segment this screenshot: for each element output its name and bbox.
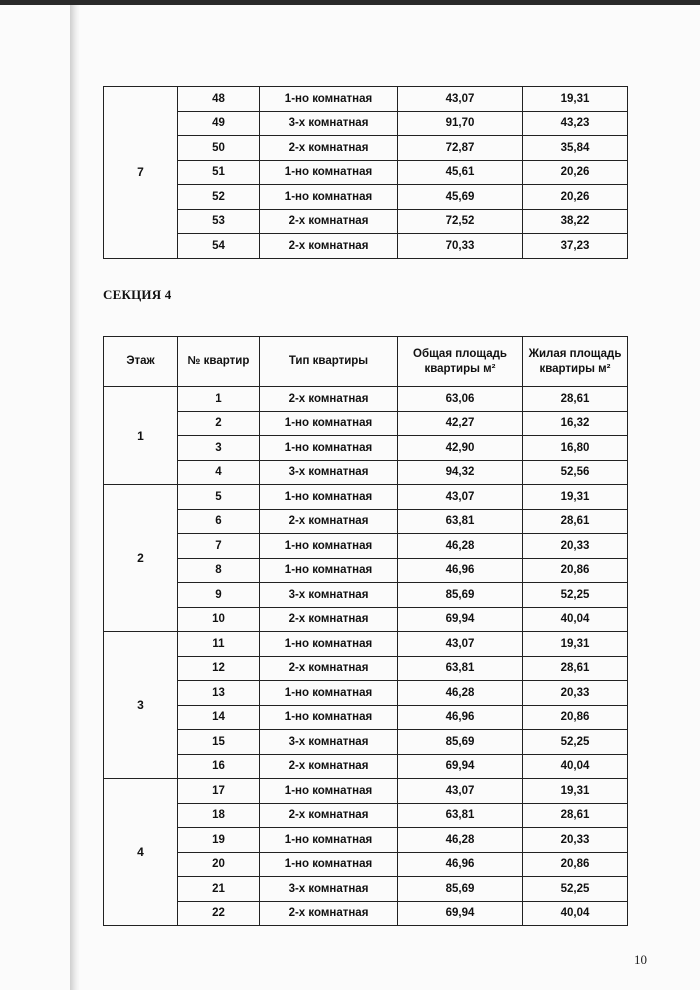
total-area-cell: 45,61 (398, 160, 523, 185)
apartment-type-cell: 1-но комнатная (260, 436, 398, 461)
total-area-cell: 42,27 (398, 411, 523, 436)
apartment-type-cell: 1-но комнатная (260, 160, 398, 185)
page-number: 10 (634, 952, 647, 967)
apartment-type-cell: 2-х комнатная (260, 387, 398, 412)
living-area-cell: 38,22 (523, 209, 628, 234)
table-row (104, 460, 628, 485)
apartment-type-cell: 1-но комнатная (260, 485, 398, 510)
apartment-type-cell: 2-х комнатная (260, 607, 398, 632)
apartment-number-cell: 2 (178, 411, 260, 436)
table-row (104, 730, 628, 755)
apartment-type-cell: 3-х комнатная (260, 730, 398, 755)
apartment-type-cell: 3-х комнатная (260, 583, 398, 608)
apartment-type-cell: 1-но комнатная (260, 828, 398, 853)
total-area-cell: 85,69 (398, 583, 523, 608)
total-area-cell: 63,81 (398, 803, 523, 828)
apartment-number-cell: 48 (178, 87, 260, 112)
table-row (104, 160, 628, 185)
living-area-cell: 19,31 (523, 485, 628, 510)
table-row (104, 411, 628, 436)
table-row (104, 607, 628, 632)
apartment-number-cell: 15 (178, 730, 260, 755)
table-header-row (104, 337, 628, 387)
total-area-cell: 43,07 (398, 485, 523, 510)
total-area-cell: 94,32 (398, 460, 523, 485)
apartment-type-cell: 1-но комнатная (260, 534, 398, 559)
total-area-cell: 46,96 (398, 852, 523, 877)
total-area-cell: 85,69 (398, 877, 523, 902)
apartment-type-cell: 2-х комнатная (260, 234, 398, 259)
apartment-number-cell: 51 (178, 160, 260, 185)
total-area-cell: 43,07 (398, 632, 523, 657)
table-row (104, 779, 628, 804)
table-row (104, 509, 628, 534)
apartments-table-continued (103, 86, 628, 259)
total-area-cell: 46,96 (398, 558, 523, 583)
total-area-cell: 42,90 (398, 436, 523, 461)
total-area-cell: 46,28 (398, 681, 523, 706)
apartment-type-cell: 1-но комнатная (260, 632, 398, 657)
table-row (104, 111, 628, 136)
living-area-cell: 19,31 (523, 779, 628, 804)
apartment-number-cell: 9 (178, 583, 260, 608)
apartment-number-cell: 18 (178, 803, 260, 828)
living-area-cell: 43,23 (523, 111, 628, 136)
living-area-cell: 52,25 (523, 730, 628, 755)
living-area-cell: 40,04 (523, 754, 628, 779)
living-area-cell: 28,61 (523, 509, 628, 534)
table-row (104, 583, 628, 608)
total-area-cell: 46,96 (398, 705, 523, 730)
apartment-number-cell: 1 (178, 387, 260, 412)
living-area-cell: 20,33 (523, 828, 628, 853)
total-area-cell: 72,52 (398, 209, 523, 234)
total-area-cell: 91,70 (398, 111, 523, 136)
section-title: СЕКЦИЯ 4 (103, 287, 172, 302)
table-row (104, 558, 628, 583)
living-area-cell: 16,32 (523, 411, 628, 436)
total-area-cell: 43,07 (398, 87, 523, 112)
scan-top-edge (0, 0, 700, 5)
total-area-cell: 69,94 (398, 754, 523, 779)
apartment-type-cell: 1-но комнатная (260, 185, 398, 210)
apartment-type-cell: 1-но комнатная (260, 87, 398, 112)
apartment-number-cell: 13 (178, 681, 260, 706)
table-row (104, 436, 628, 461)
apartment-number-cell: 52 (178, 185, 260, 210)
total-area-cell: 43,07 (398, 779, 523, 804)
apartment-number-cell: 4 (178, 460, 260, 485)
living-area-cell: 40,04 (523, 607, 628, 632)
total-area-cell: 45,69 (398, 185, 523, 210)
living-area-cell: 19,31 (523, 632, 628, 657)
table-row (104, 234, 628, 259)
living-area-cell: 20,33 (523, 534, 628, 559)
table-row (104, 136, 628, 161)
apartment-type-cell: 3-х комнатная (260, 877, 398, 902)
apartment-number-cell: 10 (178, 607, 260, 632)
header-living-area: Жилая площадь квартиры м² (523, 337, 628, 387)
living-area-cell: 40,04 (523, 901, 628, 926)
apartment-type-cell: 2-х комнатная (260, 209, 398, 234)
living-area-cell: 19,31 (523, 87, 628, 112)
table-row (104, 852, 628, 877)
apartment-type-cell: 2-х комнатная (260, 754, 398, 779)
apartment-type-cell: 2-х комнатная (260, 803, 398, 828)
living-area-cell: 28,61 (523, 387, 628, 412)
living-area-cell: 52,25 (523, 877, 628, 902)
section-4-apartments-table (103, 336, 628, 926)
table-row (104, 877, 628, 902)
header-total-area: Общая площадь квартиры м² (398, 337, 523, 387)
apartment-type-cell: 2-х комнатная (260, 901, 398, 926)
living-area-cell: 20,33 (523, 681, 628, 706)
header-apartment-type: Тип квартиры (260, 337, 398, 387)
table-row (104, 828, 628, 853)
apartment-number-cell: 22 (178, 901, 260, 926)
apartment-type-cell: 1-но комнатная (260, 558, 398, 583)
table-row (104, 681, 628, 706)
apartment-number-cell: 49 (178, 111, 260, 136)
apartment-number-cell: 5 (178, 485, 260, 510)
apartment-number-cell: 21 (178, 877, 260, 902)
apartment-type-cell: 2-х комнатная (260, 509, 398, 534)
apartment-number-cell: 6 (178, 509, 260, 534)
apartment-number-cell: 7 (178, 534, 260, 559)
floor-cell: 2 (104, 485, 178, 632)
table-row (104, 656, 628, 681)
total-area-cell: 63,06 (398, 387, 523, 412)
total-area-cell: 69,94 (398, 901, 523, 926)
total-area-cell: 69,94 (398, 607, 523, 632)
table-row (104, 387, 628, 412)
total-area-cell: 63,81 (398, 656, 523, 681)
floor-cell: 1 (104, 387, 178, 485)
apartment-type-cell: 1-но комнатная (260, 852, 398, 877)
table-row (104, 87, 628, 112)
apartment-type-cell: 3-х комнатная (260, 460, 398, 485)
total-area-cell: 70,33 (398, 234, 523, 259)
table-row (104, 632, 628, 657)
table-row (104, 534, 628, 559)
header-apartment-number: № квартир (178, 337, 260, 387)
living-area-cell: 20,86 (523, 705, 628, 730)
floor-cell: 3 (104, 632, 178, 779)
apartment-number-cell: 14 (178, 705, 260, 730)
living-area-cell: 16,80 (523, 436, 628, 461)
table-row (104, 901, 628, 926)
table-row (104, 485, 628, 510)
living-area-cell: 20,26 (523, 185, 628, 210)
apartment-type-cell: 1-но комнатная (260, 705, 398, 730)
living-area-cell: 20,86 (523, 852, 628, 877)
apartment-number-cell: 19 (178, 828, 260, 853)
living-area-cell: 52,25 (523, 583, 628, 608)
total-area-cell: 46,28 (398, 534, 523, 559)
living-area-cell: 37,23 (523, 234, 628, 259)
apartment-type-cell: 3-х комнатная (260, 111, 398, 136)
floor-cell: 7 (104, 87, 178, 259)
apartment-number-cell: 12 (178, 656, 260, 681)
apartment-type-cell: 1-но комнатная (260, 779, 398, 804)
header-floor: Этаж (104, 337, 178, 387)
apartment-number-cell: 50 (178, 136, 260, 161)
living-area-cell: 35,84 (523, 136, 628, 161)
apartment-type-cell: 1-но комнатная (260, 411, 398, 436)
apartment-number-cell: 53 (178, 209, 260, 234)
apartment-number-cell: 11 (178, 632, 260, 657)
living-area-cell: 28,61 (523, 656, 628, 681)
table-row (104, 754, 628, 779)
apartment-number-cell: 54 (178, 234, 260, 259)
apartment-number-cell: 3 (178, 436, 260, 461)
total-area-cell: 63,81 (398, 509, 523, 534)
apartment-type-cell: 2-х комнатная (260, 656, 398, 681)
living-area-cell: 20,26 (523, 160, 628, 185)
apartment-number-cell: 17 (178, 779, 260, 804)
table-row (104, 803, 628, 828)
table-body (104, 387, 628, 926)
total-area-cell: 85,69 (398, 730, 523, 755)
living-area-cell: 52,56 (523, 460, 628, 485)
apartment-number-cell: 8 (178, 558, 260, 583)
total-area-cell: 72,87 (398, 136, 523, 161)
table-row (104, 705, 628, 730)
scan-binding-shadow (70, 0, 80, 990)
apartment-number-cell: 16 (178, 754, 260, 779)
table-row (104, 209, 628, 234)
apartment-type-cell: 1-но комнатная (260, 681, 398, 706)
table-body (104, 87, 628, 259)
floor-cell: 4 (104, 779, 178, 926)
apartment-type-cell: 2-х комнатная (260, 136, 398, 161)
apartment-number-cell: 20 (178, 852, 260, 877)
table-row (104, 185, 628, 210)
total-area-cell: 46,28 (398, 828, 523, 853)
living-area-cell: 28,61 (523, 803, 628, 828)
living-area-cell: 20,86 (523, 558, 628, 583)
